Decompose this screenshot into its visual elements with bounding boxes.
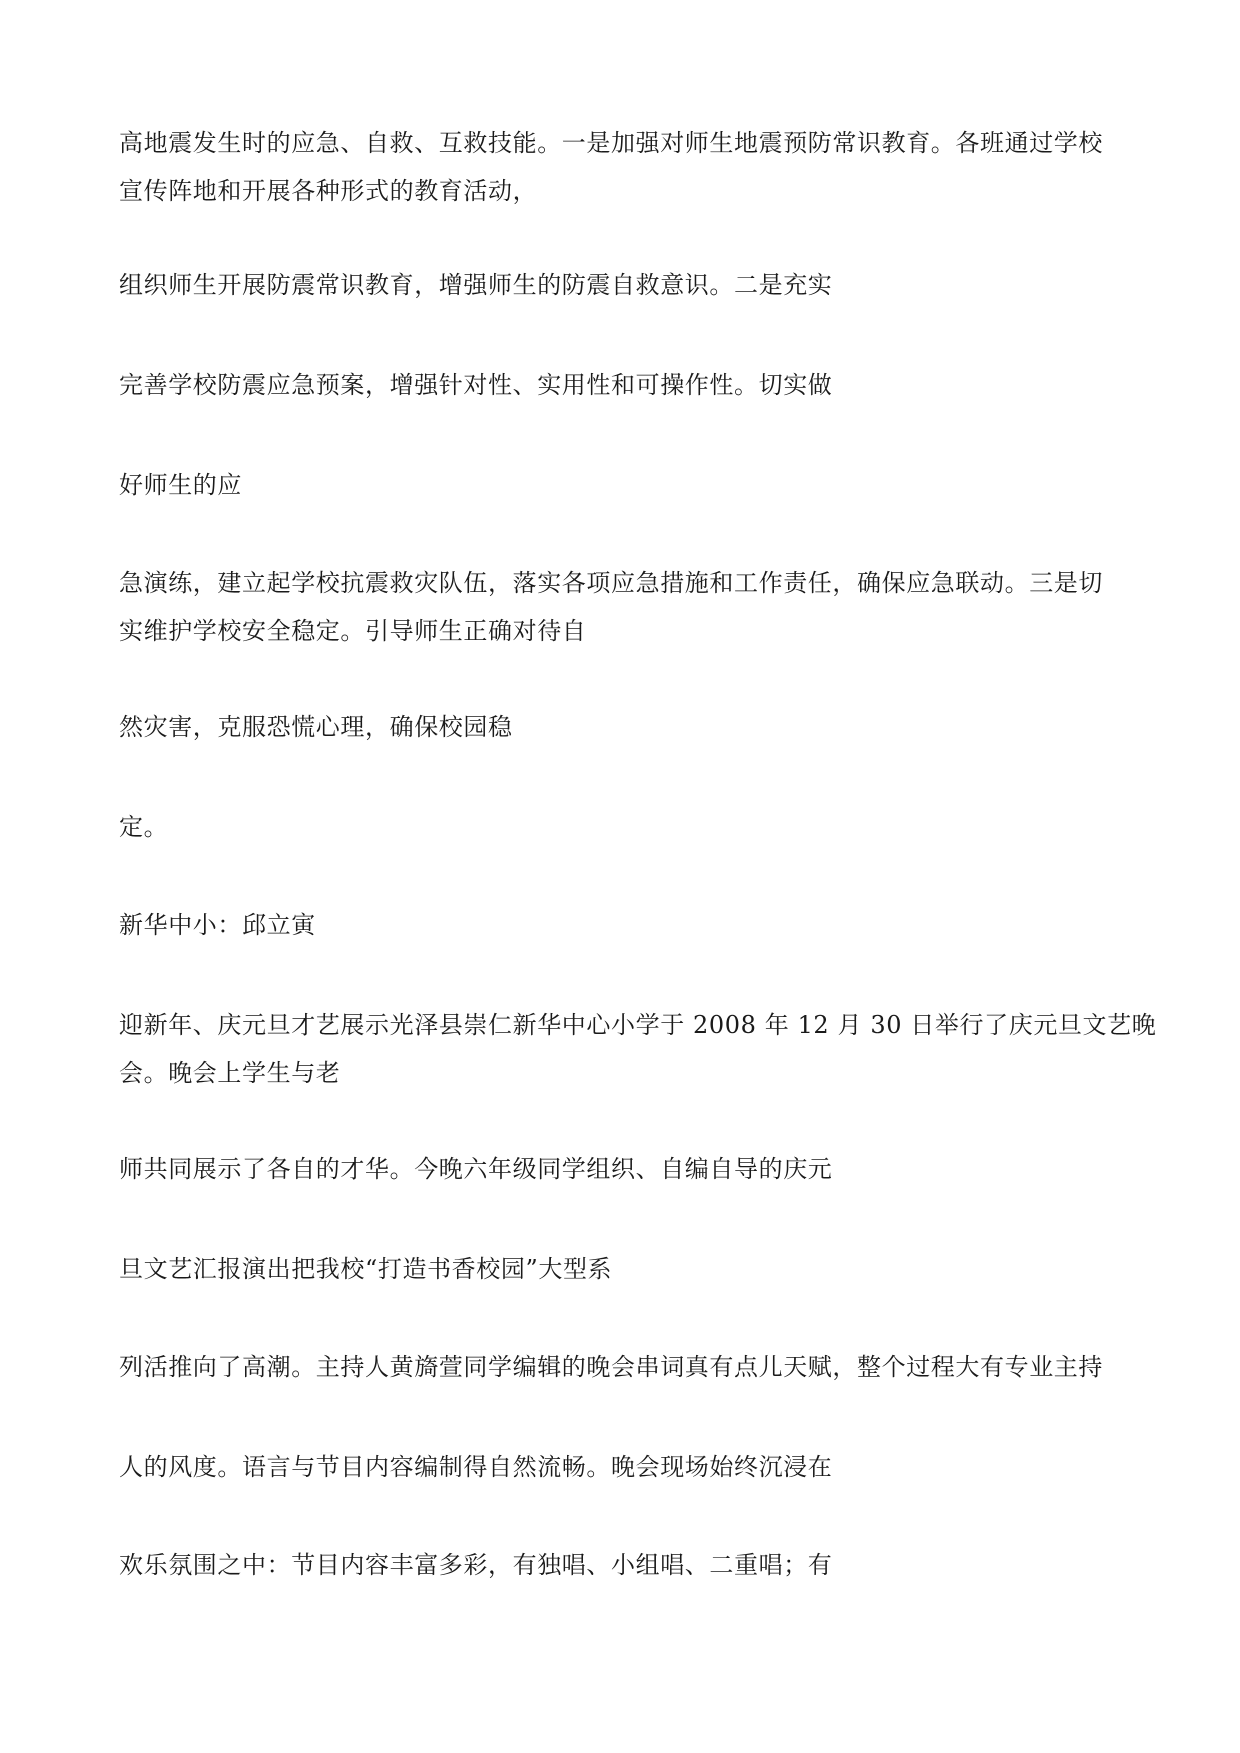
- text-line: 列活推向了高潮。主持人黄旖萱同学编辑的晚会串词真有点儿天赋，整个过程大有专业主持: [119, 1353, 1103, 1381]
- text-line: 完善学校防震应急预案，增强针对性、实用性和可操作性。切实做: [119, 371, 833, 399]
- text-line: 迎新年、庆元旦才艺展示光泽县崇仁新华中心小学于 2008 年 12 月 30 日举行了庆元旦文艺晚: [119, 1011, 1157, 1039]
- text-line: 欢乐氛围之中：节目内容丰富多彩，有独唱、小组唱、二重唱；有: [119, 1551, 833, 1579]
- text-line: 宣传阵地和开展各种形式的教育活动，: [119, 177, 538, 205]
- text-line: 旦文艺汇报演出把我校“打造书香校园”大型系: [119, 1255, 613, 1283]
- text-line: 实维护学校安全稳定。引导师生正确对待自: [119, 617, 587, 645]
- text-line: 师共同展示了各自的才华。今晚六年级同学组织、自编自导的庆元: [119, 1155, 833, 1183]
- text-line: 好师生的应: [119, 471, 242, 499]
- section-author: 新华中小：邱立寅: [119, 911, 316, 939]
- text-line: 高地震发生时的应急、自救、互救技能。一是加强对师生地震预防常识教育。各班通过学校: [119, 129, 1103, 157]
- text-line: 急演练，建立起学校抗震救灾队伍，落实各项应急措施和工作责任，确保应急联动。三是切: [119, 569, 1103, 597]
- text-line: 然灾害，克服恐慌心理，确保校园稳: [119, 713, 513, 741]
- text-line: 定。: [119, 813, 169, 841]
- text-line: 人的风度。语言与节目内容编制得自然流畅。晚会现场始终沉浸在: [119, 1453, 833, 1481]
- text-line: 会。晚会上学生与老: [119, 1059, 341, 1087]
- text-line: 组织师生开展防震常识教育，增强师生的防震自救意识。二是充实: [119, 271, 833, 299]
